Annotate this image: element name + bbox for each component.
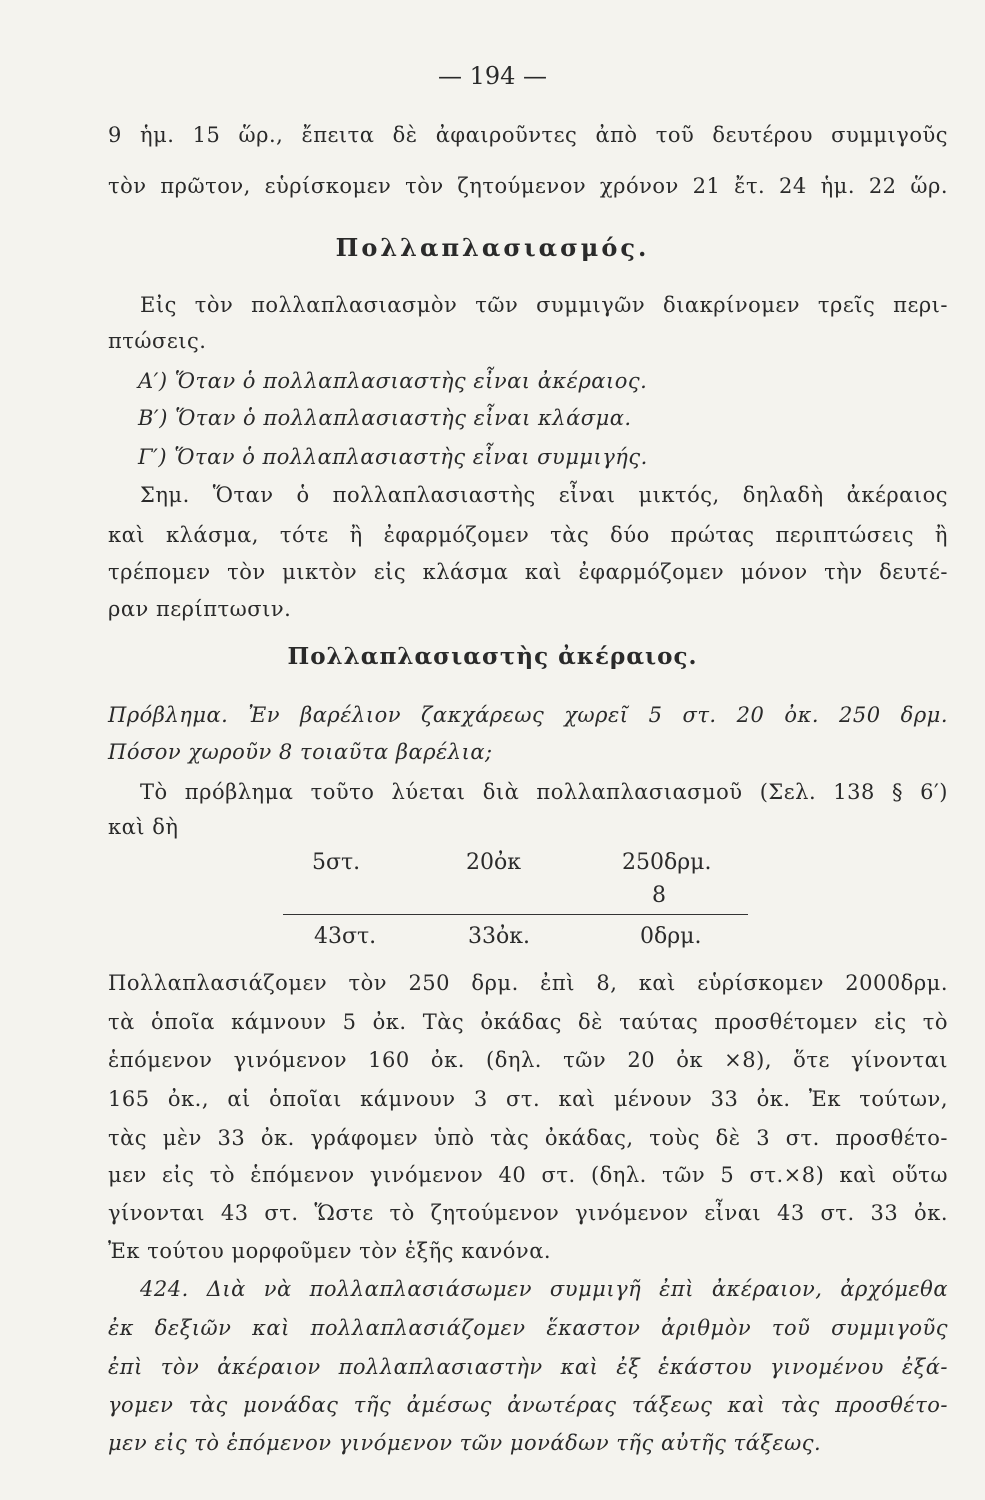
text-line: Ἐκ τούτου μορφοῦμεν τὸν ἑξῆς κανόνα. <box>108 1239 552 1263</box>
rule-line: 424. Διὰ νὰ πολλαπλασιάσωμεν συμμιγῆ ἐπὶ ἀκέραιον, ἀρχόμεθα <box>140 1277 948 1301</box>
text-line: Τὸ πρόβλημα τοῦτο λύεται διὰ πολλαπλασιασμοῦ (Σελ. 138 § 6′) <box>140 780 948 804</box>
rule-line: ἐπὶ τὸν ἀκέραιον πολλαπλασιαστὴν καὶ ἐξ ἑκάστου γινομένου ἐξά- <box>108 1355 948 1379</box>
calc-cell: 20ὀκ <box>466 850 521 875</box>
problem-line: Πρόβλημα. Ἐν βαρέλιον ζακχάρεως χωρεῖ 5 στ. 20 ὀκ. 250 δρμ. <box>108 703 948 727</box>
case-item: Α′) Ὅταν ὁ πολλαπλασιαστὴς εἶναι ἀκέραιος. <box>138 369 648 393</box>
subsection-heading: Πολλαπλασιαστὴς ἀκέραιος. <box>287 643 698 670</box>
rule-line: ἐκ δεξιῶν καὶ πολλαπλασιάζομεν ἕκαστον ἀριθμὸν τοῦ συμμιγοῦς <box>108 1316 948 1340</box>
text-line: Σημ. Ὅταν ὁ πολλαπλασιαστὴς εἶναι μικτός, δηλαδὴ ἀκέραιος <box>140 483 948 507</box>
problem-line: Πόσον χωροῦν 8 τοιαῦτα βαρέλια; <box>108 740 493 764</box>
text-line: Πολλαπλασιάζομεν τὸν 250 δρμ. ἐπὶ 8, καὶ εὑρίσκομεν 2000δρμ. <box>108 971 948 995</box>
calc-cell: 250δρμ. <box>622 850 712 875</box>
case-item: Γ′) Ὅταν ὁ πολλαπλασιαστὴς εἶναι συμμιγής. <box>138 445 648 469</box>
case-item: Β′) Ὅταν ὁ πολλαπλασιαστὴς εἶναι κλάσμα. <box>138 406 632 430</box>
calc-cell: 43στ. <box>314 924 377 949</box>
text-line: ἑπόμενον γινόμενον 160 ὀκ. (δηλ. τῶν 20 ὀκ ×8), ὅτε γίνονται <box>108 1048 948 1072</box>
text-line: ραν περίπτωσιν. <box>108 597 292 621</box>
calc-cell: 0δρμ. <box>640 924 702 949</box>
page-number: — 194 — <box>437 62 548 90</box>
rule-line: γομεν τὰς μονάδας τῆς ἀμέσως ἀνωτέρας τάξεως καὶ τὰς προσθέτο- <box>108 1393 948 1417</box>
text-line: τὸν πρῶτον, εὑρίσκομεν τὸν ζητούμενον χρόνον 21 ἔτ. 24 ἡμ. 22 ὥρ. <box>108 174 948 198</box>
text-line: τὰ ὁποῖα κάμνουν 5 ὀκ. Τὰς ὀκάδας δὲ ταύτας προσθέτομεν εἰς τὸ <box>108 1010 948 1034</box>
text-line: τὰς μὲν 33 ὀκ. γράφομεν ὑπὸ τὰς ὀκάδας, τοὺς δὲ 3 στ. προσθέτο- <box>108 1126 948 1150</box>
calc-cell: 33ὀκ. <box>468 924 530 949</box>
rule-line: μεν εἰς τὸ ἑπόμενον γινόμενον τῶν μονάδων τῆς αὐτῆς τάξεως. <box>108 1431 822 1455</box>
text-line: τρέπομεν τὸν μικτὸν εἰς κλάσμα καὶ ἐφαρμόζομεν μόνον τὴν δευτέ- <box>108 560 948 584</box>
text-line: πτώσεις. <box>108 329 207 353</box>
text-line: 165 ὀκ., αἱ ὁποῖαι κάμνουν 3 στ. καὶ μένουν 33 ὀκ. Ἐκ τούτων, <box>108 1087 948 1111</box>
text-line: καὶ κλάσμα, τότε ἢ ἐφαρμόζομεν τὰς δύο πρώτας περιπτώσεις ἢ <box>108 523 948 547</box>
text-line: 9 ἡμ. 15 ὥρ., ἔπειτα δὲ ἀφαιροῦντες ἀπὸ τοῦ δευτέρου συμμιγοῦς <box>108 123 948 147</box>
text-line: καὶ δὴ <box>108 815 179 839</box>
calc-rule <box>283 914 748 915</box>
section-heading: Πολλαπλασιασμός. <box>335 233 650 262</box>
calc-multiplier: 8 <box>652 883 666 908</box>
text-line: Εἰς τὸν πολλαπλασιασμὸν τῶν συμμιγῶν διακρίνομεν τρεῖς περι- <box>140 293 948 317</box>
text-line: γίνονται 43 στ. Ὥστε τὸ ζητούμενον γινόμενον εἶναι 43 στ. 33 ὀκ. <box>108 1201 948 1225</box>
text-line: μεν εἰς τὸ ἑπόμενον γινόμενον 40 στ. (δηλ. τῶν 5 στ.×8) καὶ οὕτω <box>108 1163 948 1187</box>
calc-cell: 5στ. <box>312 850 361 875</box>
